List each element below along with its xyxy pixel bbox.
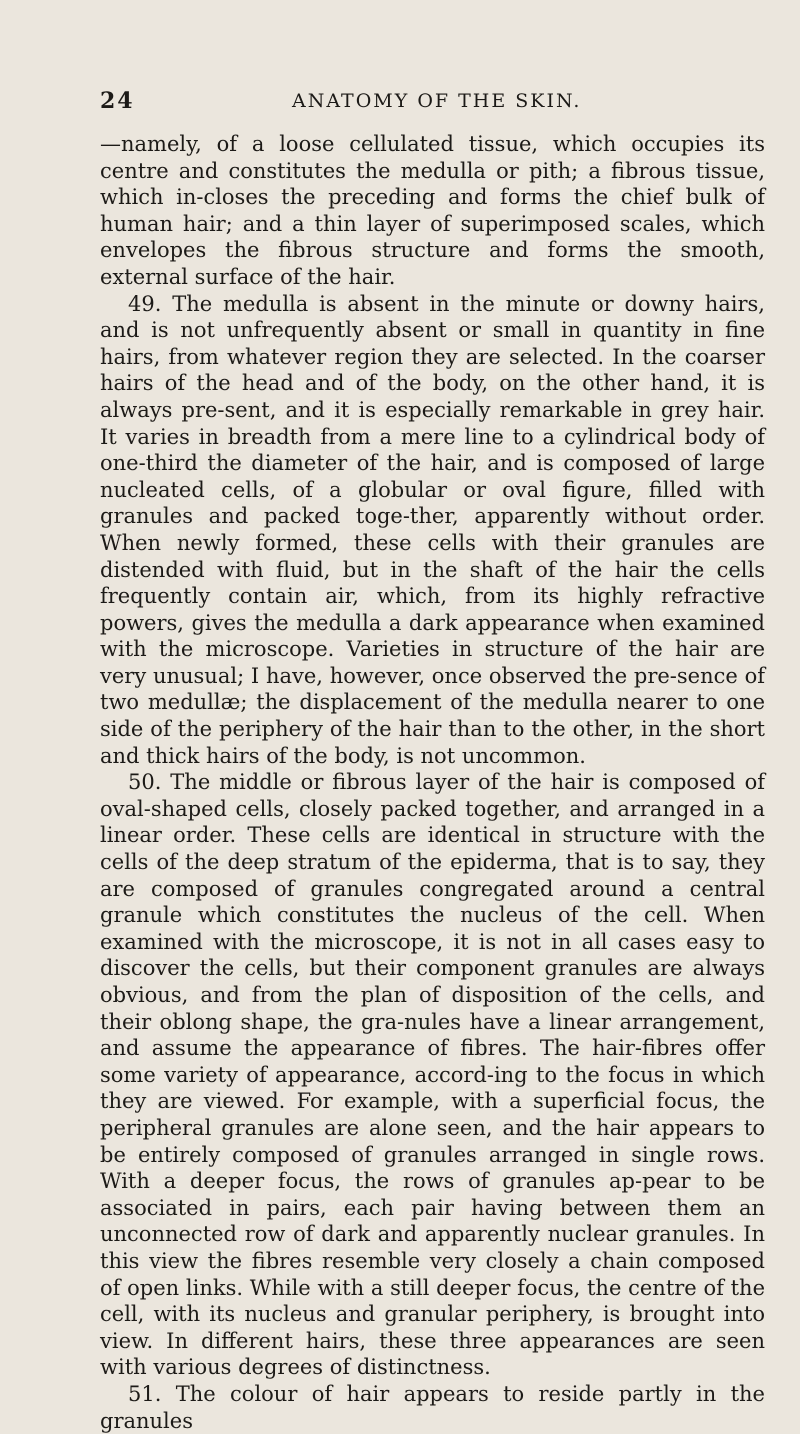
paragraph-number: 50. xyxy=(128,770,162,795)
paragraph-51 xyxy=(100,1381,765,1434)
paragraph-number: 51. xyxy=(128,1381,162,1406)
paragraph-text: The colour of hair appears to reside partly in the granules xyxy=(100,1381,765,1433)
paragraph-text: —namely, of a loose cellulated tissue, which occupies its centre and constitutes the medulla or pith; a fibrous tissue, which in-closes the preceding and forms the chief bulk of human hair; and a thin layer of superimposed scales, which envelopes the fibrous structure and forms the smooth, external surface of the hair. xyxy=(100,132,765,289)
body-text xyxy=(100,131,765,1434)
running-title: ANATOMY OF THE SKIN. xyxy=(292,90,582,112)
paragraph-text: The medulla is absent in the minute or downy hairs, and is not unfrequently absent or small in quantity in fine hairs, from whatever region they are selected. In the coarser hairs of the head and of the body, on the other hand, it is always pre-sent, and it is especially remarkable in grey hair. It varies in breadth from a mere line to a cylindrical body of one-third the diameter of the hair, and is composed of large nucleated cells, of a globular or oval figure, filled with granules and packed toge-ther, apparently without order. When newly formed, these cells with their granules are distended with fluid, but in the shaft of the hair the cells frequently contain air, which, from its highly refractive powers, gives the medulla a dark appearance when examined with the microscope. Varieties in structure of the hair are very unusual; I have, however, once observed the pre-sence of two medullæ; the displacement of the medulla nearer to one side of the periphery of the hair than to the other, in the short and thick hairs of the body, is not uncommon. xyxy=(100,291,765,768)
running-head xyxy=(100,88,760,118)
paragraph-49 xyxy=(100,291,765,770)
paragraph-text: The middle or fibrous layer of the hair is composed of oval-shaped cells, closely packed together, and arranged in a linear order. These cells are identical in structure with the cells of the deep stratum of the epiderma, that is to say, they are composed of granules congregated around a central granule which constitutes the nucleus of the cell. When examined with the microscope, it is not in all cases easy to discover the cells, but their component granules are always obvious, and from the plan of disposition of the cells, and their oblong shape, the gra-nules have a linear arrangement, and assume the appearance of fibres. The hair-fibres offer some variety of appearance, accord-ing to the focus in which they are viewed. For example, with a superficial focus, the peripheral granules are alone seen, and the hair appears to be entirely composed of granules arranged in single rows. With a deeper focus, the rows of granules ap-pear to be associated in pairs, each pair having between them an unconnected row of dark and apparently nuclear granules. In this view the fibres resemble very closely a chain composed of open links. While with a still deeper focus, the centre of the cell, with its nucleus and granular periphery, is brought into view. In different hairs, these three appearances are seen with various degrees of distinctness. xyxy=(100,770,765,1380)
paragraph-50 xyxy=(100,769,765,1381)
paragraph-number: 49. xyxy=(128,291,162,316)
paragraph-continuation xyxy=(100,131,765,291)
page-number: 24 xyxy=(100,88,135,114)
